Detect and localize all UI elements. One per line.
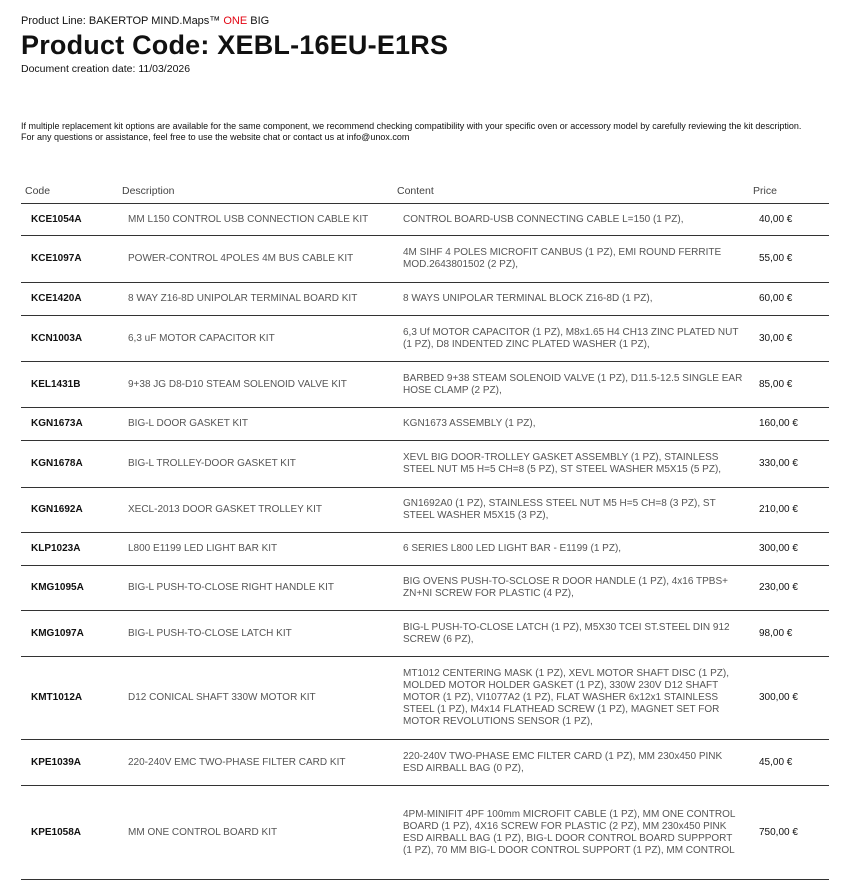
row-content: 6,3 Uf MOTOR CAPACITOR (1 PZ), M8x1.65 H4 CH13 ZINC PLATED NUT (1 PZ), D8 INDENTED ZINC PLATED WASHER (1 PZ),	[393, 316, 749, 362]
row-price: 55,00 €	[749, 236, 829, 283]
table-row	[21, 533, 829, 566]
row-price: 85,00 €	[749, 362, 829, 408]
row-description: 9+38 JG D8-D10 STEAM SOLENOID VALVE KIT	[118, 362, 393, 408]
kits-table	[21, 185, 829, 880]
column-header-code: Code	[21, 185, 118, 204]
row-content: MT1012 CENTERING MASK (1 PZ), XEVL MOTOR SHAFT DISC (1 PZ), MOLDED MOTOR HOLDER GASKET (1 PZ), 330W 230V D12 SHAFT MOTOR (1 PZ), VI1077A2 (1 PZ), FLAT WASHER 6x12x1 STAINLESS STEEL (1 PZ), M4x14 FLATHEAD SCREW (1 PZ), MAGNET SET FOR MOTOR REVOLUTIONS SENSOR (1 PZ),	[393, 657, 749, 740]
row-price: 330,00 €	[749, 441, 829, 488]
row-price: 300,00 €	[749, 657, 829, 740]
row-description: 8 WAY Z16-8D UNIPOLAR TERMINAL BOARD KIT	[118, 283, 393, 316]
notice-line-1: If multiple replacement kit options are available for the same component, we recommend checking compatibility with your specific oven or accessory model by carefully reviewing the kit description.	[21, 121, 802, 131]
column-header-description: Description	[118, 185, 393, 204]
table-header-row	[21, 185, 829, 204]
row-content: 6 SERIES L800 LED LIGHT BAR - E1199 (1 PZ),	[393, 533, 749, 566]
table-row	[21, 362, 829, 408]
row-content: 4M SIHF 4 POLES MICROFIT CANBUS (1 PZ), EMI ROUND FERRITE MOD.2643801502 (2 PZ),	[393, 236, 749, 283]
row-content: 4PM-MINIFIT 4PF 100mm MICROFIT CABLE (1 PZ), MM ONE CONTROL BOARD (1 PZ), 4X16 SCREW FOR PLASTIC (2 PZ), MM 230x450 PINK ESD AIRBALL BAG (1 PZ), BIG-L DOOR CONTROL BOARD SUPPPORT (1 PZ), 70 MM BIG-L DOOR CONTROL SUPPORT (1 PZ), MM CONTROL	[393, 786, 749, 880]
row-price: 300,00 €	[749, 533, 829, 566]
row-code: KGN1673A	[21, 408, 118, 441]
row-code: KEL1431B	[21, 362, 118, 408]
row-content: BARBED 9+38 STEAM SOLENOID VALVE (1 PZ), D11.5-12.5 SINGLE EAR HOSE CLAMP (2 PZ),	[393, 362, 749, 408]
table-row	[21, 236, 829, 283]
row-code: KMT1012A	[21, 657, 118, 740]
table-row	[21, 204, 829, 236]
table-row	[21, 316, 829, 362]
row-content: BIG-L PUSH-TO-CLOSE LATCH (1 PZ), M5X30 TCEI ST.STEEL DIN 912 SCREW (6 PZ),	[393, 611, 749, 657]
row-content: CONTROL BOARD-USB CONNECTING CABLE L=150 (1 PZ),	[393, 204, 749, 236]
row-description: BIG-L DOOR GASKET KIT	[118, 408, 393, 441]
row-description: XECL-2013 DOOR GASKET TROLLEY KIT	[118, 488, 393, 533]
row-price: 60,00 €	[749, 283, 829, 316]
table-row	[21, 441, 829, 488]
row-content: GN1692A0 (1 PZ), STAINLESS STEEL NUT M5 H=5 CH=8 (3 PZ), ST STEEL WASHER M5X15 (3 PZ),	[393, 488, 749, 533]
row-code: KCN1003A	[21, 316, 118, 362]
row-code: KCE1420A	[21, 283, 118, 316]
row-code: KLP1023A	[21, 533, 118, 566]
row-content: 8 WAYS UNIPOLAR TERMINAL BLOCK Z16-8D (1 PZ),	[393, 283, 749, 316]
row-description: L800 E1199 LED LIGHT BAR KIT	[118, 533, 393, 566]
row-description: BIG-L PUSH-TO-CLOSE RIGHT HANDLE KIT	[118, 566, 393, 611]
table-row	[21, 740, 829, 786]
row-price: 750,00 €	[749, 786, 829, 880]
product-line-accent: ONE	[223, 15, 248, 27]
column-header-price: Price	[749, 185, 829, 204]
table-row	[21, 611, 829, 657]
row-code: KPE1058A	[21, 786, 118, 880]
column-header-content: Content	[393, 185, 749, 204]
row-description: 6,3 uF MOTOR CAPACITOR KIT	[118, 316, 393, 362]
row-description: POWER-CONTROL 4POLES 4M BUS CABLE KIT	[118, 236, 393, 283]
row-code: KMG1097A	[21, 611, 118, 657]
row-content: KGN1673 ASSEMBLY (1 PZ),	[393, 408, 749, 441]
product-code-title: Product Code: XEBL-16EU-E1RS	[21, 30, 449, 60]
row-code: KCE1054A	[21, 204, 118, 236]
row-price: 160,00 €	[749, 408, 829, 441]
table-row	[21, 566, 829, 611]
row-price: 230,00 €	[749, 566, 829, 611]
table-row	[21, 408, 829, 441]
product-line	[21, 14, 829, 28]
row-description: 220-240V EMC TWO-PHASE FILTER CARD KIT	[118, 740, 393, 786]
row-description: MM ONE CONTROL BOARD KIT	[118, 786, 393, 880]
row-price: 30,00 €	[749, 316, 829, 362]
row-content: XEVL BIG DOOR-TROLLEY GASKET ASSEMBLY (1 PZ), STAINLESS STEEL NUT M5 H=5 CH=8 (5 PZ), ST STEEL WASHER M5X15 (5 PZ),	[393, 441, 749, 488]
row-price: 45,00 €	[749, 740, 829, 786]
notice-line-2: For any questions or assistance, feel free to use the website chat or contact us at info@unox.com	[21, 132, 410, 142]
row-price: 210,00 €	[749, 488, 829, 533]
row-content: BIG OVENS PUSH-TO-SCLOSE R DOOR HANDLE (1 PZ), 4x16 TPBS+ ZN+NI SCREW FOR PLASTIC (4 PZ),	[393, 566, 749, 611]
row-code: KPE1039A	[21, 740, 118, 786]
table-row	[21, 283, 829, 316]
row-code: KCE1097A	[21, 236, 118, 283]
row-price: 40,00 €	[749, 204, 829, 236]
product-line-prefix: Product Line: BAKERTOP MIND.Maps™	[21, 15, 224, 27]
creation-date: Document creation date: 11/03/2026	[21, 63, 191, 75]
row-code: KGN1678A	[21, 441, 118, 488]
document-page	[21, 14, 829, 880]
table-row	[21, 657, 829, 740]
row-description: D12 CONICAL SHAFT 330W MOTOR KIT	[118, 657, 393, 740]
row-code: KMG1095A	[21, 566, 118, 611]
row-description: BIG-L TROLLEY-DOOR GASKET KIT	[118, 441, 393, 488]
row-content: 220-240V TWO-PHASE EMC FILTER CARD (1 PZ), MM 230x450 PINK ESD AIRBALL BAG (0 PZ),	[393, 740, 749, 786]
row-price: 98,00 €	[749, 611, 829, 657]
product-line-suffix: BIG	[247, 15, 270, 27]
table-row	[21, 786, 829, 880]
row-description: BIG-L PUSH-TO-CLOSE LATCH KIT	[118, 611, 393, 657]
row-description: MM L150 CONTROL USB CONNECTION CABLE KIT	[118, 204, 393, 236]
table-row	[21, 488, 829, 533]
compatibility-notice	[21, 121, 829, 143]
row-code: KGN1692A	[21, 488, 118, 533]
